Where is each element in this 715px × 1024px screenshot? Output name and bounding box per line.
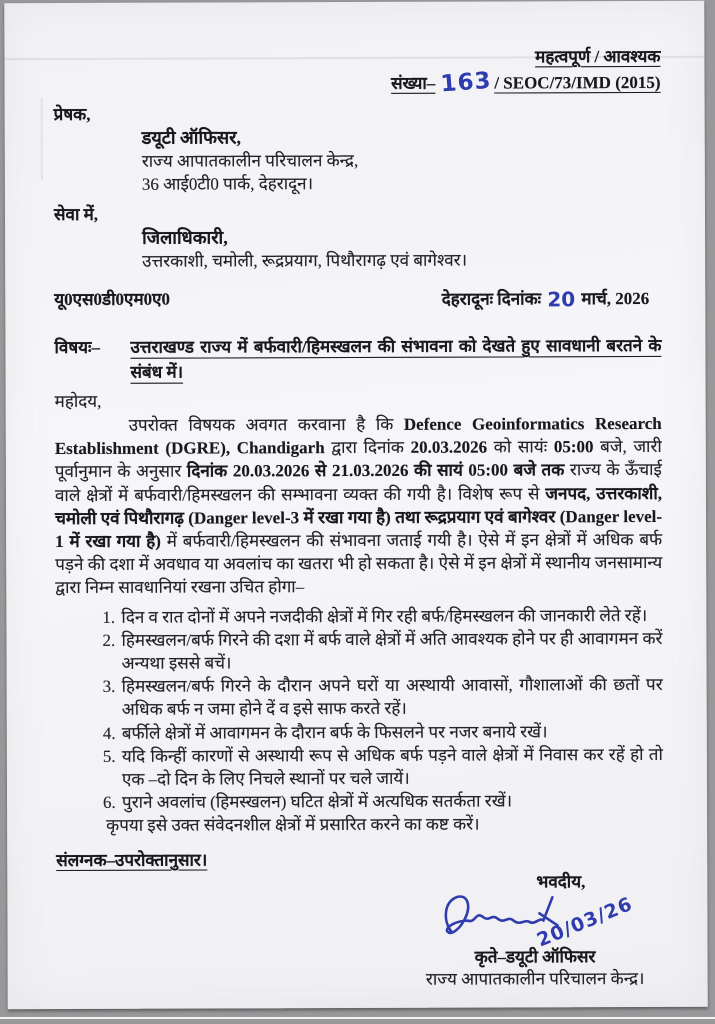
list-item: 3. हिमस्खलन/बर्फ गिरने के दौरान अपने घरों या अस्थायी आवासों, गौशालाओं की छतों पर अधिक बर्फ न जमा होने दें व इसे साफ करते रहें। xyxy=(120,673,663,721)
handwritten-reference-number: 163 xyxy=(439,67,493,98)
advisory-list xyxy=(55,604,663,815)
place-date-line xyxy=(442,286,650,311)
list-item: 6. पुराने अवलांच (हिमस्खलन) घटित क्षेत्रों में अत्यधिक सतर्कता रखें। xyxy=(120,789,663,814)
meta-row xyxy=(54,286,661,312)
list-item: 5. यदि किन्हीं कारणों से अस्थायी रूप से अधिक बर्फ पड़ने वाले क्षेत्रों में निवास कर रहें हो तो एक –दो दिन के लिए निचले स्थानों पर चले जायें। xyxy=(120,743,663,791)
recipient-districts: उत्तरकाशी, चमोली, रूद्रप्रयाग, पिथौरागढ़ एवं बागेश्वर। xyxy=(142,250,468,271)
date-suffix: मार्च, 2026 xyxy=(581,288,650,309)
sender-label: प्रेषक, xyxy=(53,104,91,125)
paragraph-segment: द्वारा दिनांक xyxy=(324,438,411,458)
reference-prefix: संख्या– xyxy=(391,73,436,93)
signoff-block xyxy=(378,870,663,991)
paragraph-segment: Defence Geoinformatics Research Establishment (DGRE), Chandigarh xyxy=(54,413,662,459)
header-right xyxy=(53,45,660,96)
sender-name: डयूटी ऑफिसर, xyxy=(141,127,242,148)
letter-page xyxy=(4,1,708,1009)
reference-suffix: / SEOC/73/IMD (2015) xyxy=(494,72,661,93)
signature-area xyxy=(378,892,663,952)
paragraph-segment: बजे, जारी पूर्वानुमान के अनुसार xyxy=(54,437,662,482)
recipient-name: जिलाधिकारी, xyxy=(142,227,228,248)
paragraph-segment: दिनांक 20.03.2026 से 21.03.2026 की सायं 05:00 बजे तक xyxy=(186,460,565,481)
subject-text: उत्तराखण्ड राज्य में बर्फवारी/हिमस्खलन की संभावना को देखते हुए सावधानी बरतने के संबंध में। xyxy=(130,335,662,382)
paragraph-segment: में बर्फवारी/हिमस्खलन की संभावना जताई गयी है। ऐसे में इन क्षेत्रों में अधिक बर्फ पड़ने की दशा में अवधाव या अवलांच का खतरा भी हो सकता है। ऐसे में इन क्षेत्रों में स्थानीय जनसामान्य द्वारा निम्न सावधानियां रखना उचित होगा– xyxy=(55,529,663,598)
paragraph-segment: 05:00 xyxy=(553,437,594,457)
salutation: महोदय, xyxy=(54,391,102,412)
signatory-org: राज्य आपातकालीन परिचालन केन्द्र। xyxy=(425,968,645,989)
sender-block xyxy=(142,124,661,196)
recipient-label: सेवा में, xyxy=(53,204,99,225)
paragraph-segment: जनपद, उत्तरकाशी, चमोली एवं पिथौरागढ़ (Danger level-3 में रखा गया है) तथा रूद्रप्रयाग एवं बागेश्वर (Danger level-1 में रखा गया है) xyxy=(55,483,663,552)
list-item: 1. दिन व रात दोनों में अपने नजदीकी क्षेत्रों में गिर रही बर्फ/हिमस्खलन की जानकारी लेते रहें। xyxy=(119,604,662,629)
body-paragraph xyxy=(55,412,663,600)
reference-number xyxy=(53,67,661,98)
list-item: 2. हिमस्खलन/बर्फ गिरने की दशा में बर्फ वाले क्षेत्रों में अति आवश्यक होने पर ही आवागमन करें अन्यथा इससे बचें। xyxy=(119,627,662,675)
org-abbreviation: यू0एस0डी0एम0ए0 xyxy=(54,289,171,310)
handwritten-date-day: 20 xyxy=(547,287,576,312)
recipient-block xyxy=(142,224,661,273)
signatory-title: कृते–डयूटी ऑफिसर xyxy=(474,946,596,967)
paragraph-segment: राज्य के ऊँचाई वाले क्षेत्रों में बर्फवारी/हिमस्खलन की सम्भावना व्यक्त की गयी है। विशेष रूप से xyxy=(54,460,662,505)
importance-note: महत्वपूर्ण / आवश्यक xyxy=(535,46,661,67)
valediction: भवदीय, xyxy=(536,871,586,892)
paragraph-segment: को सायंः xyxy=(487,437,554,457)
closing-request: कृपया इसे उक्त संवेदनशील क्षेत्रों में प्रसारित करने का कष्ट करें। xyxy=(106,815,480,836)
sender-address: 36 आई0टी0 पार्क, देहरादून। xyxy=(141,174,314,194)
enclosure-note: संलग्नक–उपरोक्तानुसार। xyxy=(56,850,208,870)
subject-label: विषयः– xyxy=(54,337,100,358)
letter-content xyxy=(4,1,708,1009)
paragraph-segment: 20.03.2026 xyxy=(410,437,488,458)
list-item: 4. बर्फीले क्षेत्रों में आवागमन के दौरान बर्फ के फिसलने पर नजर बनाये रखें। xyxy=(120,720,663,745)
paragraph-segment: उपरोक्त विषयक अवगत करवाना है कि xyxy=(128,414,404,435)
subject-row xyxy=(54,334,661,385)
place-date-prefix: देहरादूनः दिनांकः xyxy=(441,289,542,309)
sender-org: राज्य आपातकालीन परिचालन केन्द्र, xyxy=(141,150,359,171)
handwritten-signature-date: 20/03/26 xyxy=(533,892,636,952)
